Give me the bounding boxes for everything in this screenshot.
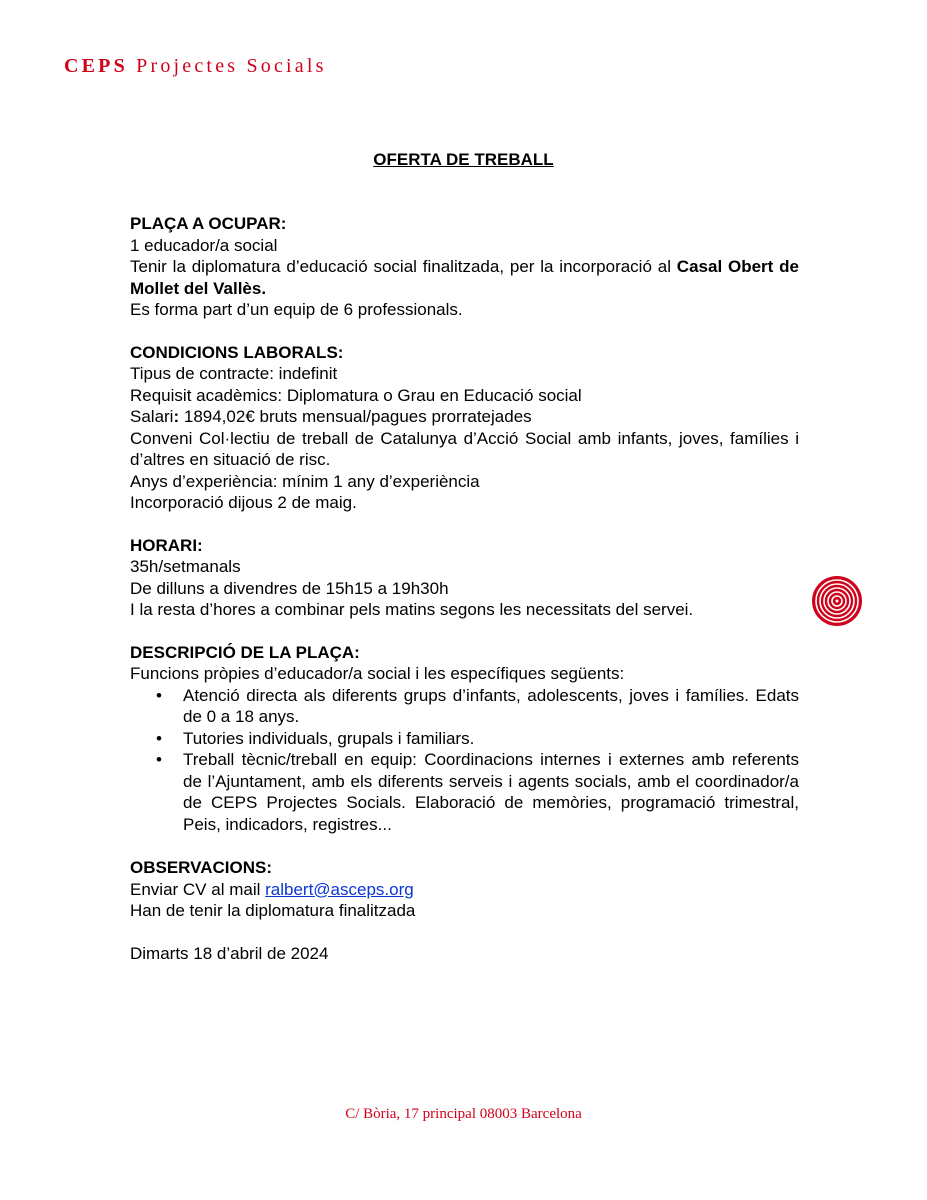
section-placa bbox=[130, 213, 799, 321]
bullet-icon: • bbox=[156, 685, 162, 705]
list-item-text: Treball tècnic/treball en equip: Coordinacions internes i externes amb referents de l’Ajuntament, amb els diferents serveis i agents socials, amb el coordinador/a de CEPS Projectes Socials. Elaboració de memòries, programació trimestral, Peis, indicadors, registres... bbox=[183, 750, 799, 834]
section-descripcio bbox=[130, 642, 799, 836]
list-item-text: Tutories individuals, grupals i familiars. bbox=[183, 728, 475, 748]
condicions-experiencia: Anys d’experiència: mínim 1 any d’experiència bbox=[130, 471, 480, 491]
footer-address: C/ Bòria, 17 principal 08003 Barcelona bbox=[345, 1106, 582, 1122]
email-link[interactable]: ralbert@asceps.org bbox=[265, 879, 414, 899]
section-observacions bbox=[130, 857, 799, 922]
salari-value: 1894,02€ bruts mensual/pagues prorratejades bbox=[179, 407, 532, 426]
cv-text: Enviar CV al mail bbox=[130, 879, 266, 899]
placa-line-3: Es forma part d’un equip de 6 professionals. bbox=[130, 300, 463, 319]
observacions-heading: OBSERVACIONS: bbox=[130, 858, 273, 877]
list-item bbox=[156, 685, 799, 728]
document-title: OFERTA DE TREBALL bbox=[373, 150, 554, 169]
concentric-circles-icon bbox=[812, 576, 862, 626]
placa-line-2-bold: Casal Obert de Mollet del Vallès. bbox=[130, 257, 799, 298]
horari-dies: De dilluns a divendres de 15h15 a 19h30h bbox=[130, 578, 449, 598]
condicions-contracte: Tipus de contracte: indefinit bbox=[130, 364, 338, 383]
document-body bbox=[130, 213, 799, 964]
condicions-heading: CONDICIONS LABORALS: bbox=[130, 342, 344, 362]
condicions-requisit: Requisit acadèmics: Diplomatura o Grau en Educació social bbox=[130, 385, 582, 405]
descripcio-intro: Funcions pròpies d’educador/a social i les específiques següents: bbox=[130, 664, 625, 683]
horari-resta: I la resta d’hores a combinar pels matins segons les necessitats del servei. bbox=[130, 600, 694, 619]
list-item bbox=[156, 749, 799, 835]
condicions-salari bbox=[130, 406, 799, 428]
salari-colon: : bbox=[173, 407, 180, 426]
condicions-conveni: Conveni Col·lectiu de treball de Catalunya d’Acció Social amb infants, joves, famílies i d’altres en situació de risc. bbox=[130, 428, 799, 469]
list-item-text: Atenció directa als diferents grups d’infants, adolescents, joves i famílies. Edats de 0 a 18 anys. bbox=[183, 685, 799, 726]
placa-heading: PLAÇA A OCUPAR: bbox=[130, 214, 287, 233]
salari-label: Salari bbox=[130, 407, 174, 426]
brand-name-rest: Projectes Socials bbox=[136, 55, 327, 77]
section-horari bbox=[130, 535, 799, 621]
brand-header bbox=[64, 55, 327, 78]
observacions-diplomatura: Han de tenir la diplomatura finalitzada bbox=[130, 901, 416, 920]
horari-heading: HORARI: bbox=[130, 535, 203, 555]
brand-name-bold: CEPS bbox=[64, 55, 128, 77]
placa-line-1: 1 educador/a social bbox=[130, 235, 278, 255]
placa-line-2 bbox=[130, 256, 799, 299]
list-item bbox=[156, 728, 799, 750]
descripcio-heading: DESCRIPCIÓ DE LA PLAÇA: bbox=[130, 642, 360, 662]
bullet-icon: • bbox=[156, 728, 162, 748]
section-condicions bbox=[130, 342, 799, 514]
observacions-cv bbox=[130, 879, 799, 901]
bullet-icon: • bbox=[156, 750, 162, 769]
placa-line-2-text: Tenir la diplomatura d’educació social finalitzada, per la incorporació al bbox=[130, 257, 677, 276]
document-date: Dimarts 18 d’abril de 2024 bbox=[130, 943, 329, 963]
horari-hores: 35h/setmanals bbox=[130, 557, 241, 576]
descripcio-list bbox=[130, 685, 799, 836]
condicions-incorporacio: Incorporació dijous 2 de maig. bbox=[130, 493, 357, 512]
